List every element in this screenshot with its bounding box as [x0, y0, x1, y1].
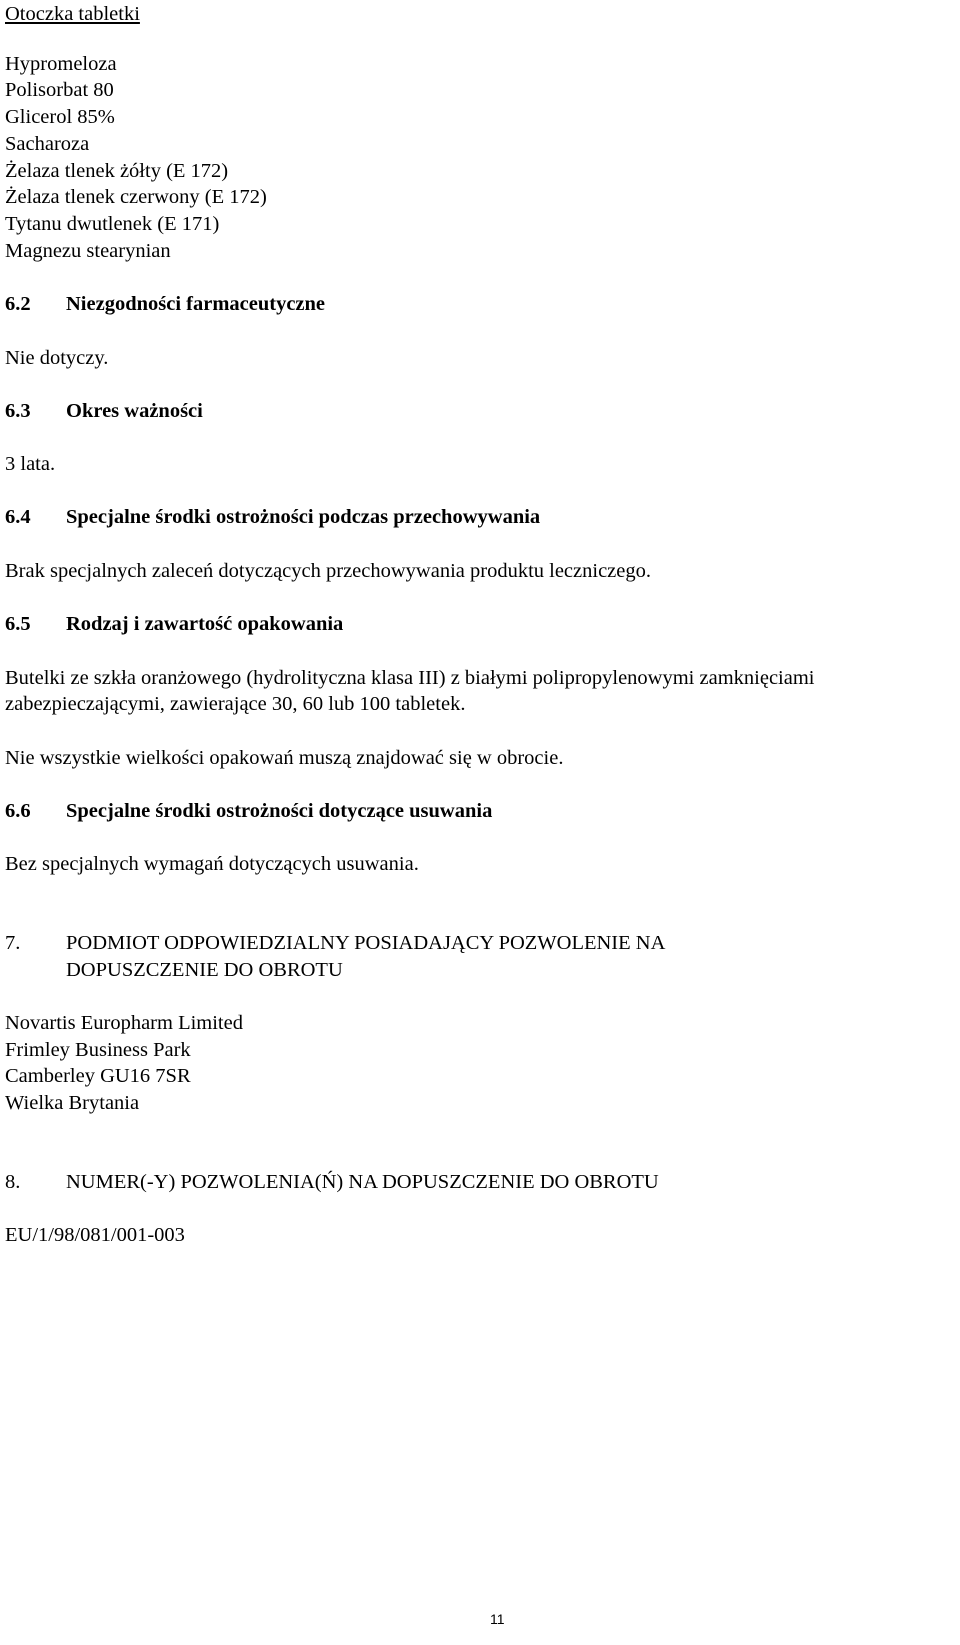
coating-item: Glicerol 85%: [5, 106, 115, 128]
section-number: 6.5: [5, 613, 31, 635]
coating-item: Tytanu dwutlenek (E 171): [5, 213, 220, 235]
section-6-5-text-line-1: Butelki ze szkła oranżowego (hydrolityczna klasa III) z białymi polipropylenowymi zamknięciami: [5, 667, 815, 689]
coating-item: Hypromeloza: [5, 53, 117, 75]
coating-heading: Otoczka tabletki: [5, 3, 140, 25]
section-6-5-text-2: Nie wszystkie wielkości opakowań muszą znajdować się w obrocie.: [5, 747, 564, 769]
section-number: 6.2: [5, 293, 31, 315]
address-line: Frimley Business Park: [5, 1039, 191, 1061]
section-6-2-text: Nie dotyczy.: [5, 347, 109, 369]
section-number: 6.6: [5, 800, 31, 822]
section-number: 7.: [5, 932, 21, 954]
coating-item: Polisorbat 80: [5, 79, 114, 101]
section-number: 6.3: [5, 400, 31, 422]
section-6-3-text: 3 lata.: [5, 453, 56, 475]
address-line: Novartis Europharm Limited: [5, 1012, 243, 1034]
address-line: Wielka Brytania: [5, 1092, 140, 1114]
coating-item: Magnezu stearynian: [5, 240, 171, 262]
section-number: 8.: [5, 1171, 21, 1193]
section-title: Specjalne środki ostrożności dotyczące usuwania: [66, 800, 493, 822]
section-title: NUMER(-Y) POZWOLENIA(Ń) NA DOPUSZCZENIE DO OBROTU: [66, 1171, 659, 1193]
coating-item: Żelaza tlenek żółty (E 172): [5, 160, 229, 182]
section-title: Niezgodności farmaceutyczne: [66, 293, 326, 315]
section-6-5-text-line-2: zabezpieczającymi, zawierające 30, 60 lub 100 tabletek.: [5, 693, 466, 715]
section-6-6-text: Bez specjalnych wymagań dotyczących usuwania.: [5, 853, 419, 875]
authorization-number: EU/1/98/081/001-003: [5, 1224, 185, 1246]
address-line: Camberley GU16 7SR: [5, 1065, 191, 1087]
section-6-4-text: Brak specjalnych zaleceń dotyczących przechowywania produktu leczniczego.: [5, 560, 652, 582]
section-title-line-2: DOPUSZCZENIE DO OBROTU: [66, 959, 343, 981]
section-title: Rodzaj i zawartość opakowania: [66, 613, 344, 635]
section-number: 6.4: [5, 506, 31, 528]
coating-item: Żelaza tlenek czerwony (E 172): [5, 186, 267, 208]
section-title: Specjalne środki ostrożności podczas przechowywania: [66, 506, 541, 528]
section-title-line-1: PODMIOT ODPOWIEDZIALNY POSIADAJĄCY POZWOLENIE NA: [66, 932, 666, 954]
coating-item: Sacharoza: [5, 133, 90, 155]
page-number: 11: [490, 1611, 505, 1627]
section-title: Okres ważności: [66, 400, 203, 422]
